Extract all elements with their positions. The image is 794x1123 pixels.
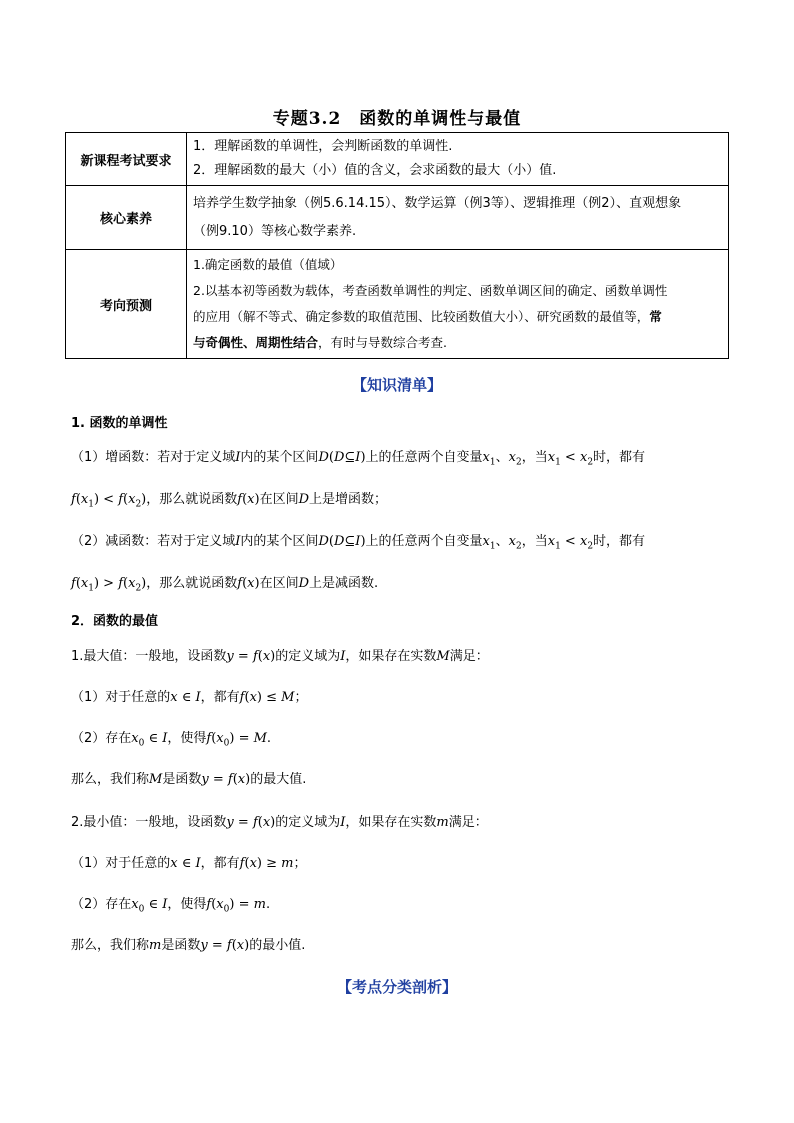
text-line: $f(x_1) < f(x_2)$，那么就说函数f(x)在区间D上是增函数； <box>71 492 388 510</box>
section-heading-knowledge: 【知识清单】 <box>351 376 442 394</box>
row-label: 核心素养 <box>66 186 187 250</box>
text-line: （2）存在$x_0$ ∈ I，使得$f(x_0) = m$. <box>71 897 271 915</box>
text-line: 那么，我们称m是函数y = f(x)的最小值. <box>71 938 306 953</box>
section-heading-analysis: 【考点分类剖析】 <box>336 978 457 996</box>
text-line: （1）对于任意的x ∈ I，都有f(x) ≤ M； <box>71 690 308 705</box>
text-line: （2）减函数：若对于定义域I内的某个区间D(D⊆I)上的任意两个自变量$x_1$、$x_2$，当$x_1 < x_2$时，都有 <box>71 534 646 552</box>
row-label: 新课程考试要求 <box>66 133 187 186</box>
page-title: 专题3.2 函数的单调性与最值 <box>272 109 522 129</box>
subsection-heading: 1. 函数的单调性 <box>71 416 168 431</box>
content-line: 2.以基本初等函数为载体，考查函数单调性的判定、函数单调区间的确定、函数单调性 <box>193 283 668 298</box>
text-line: 1.最大值：一般地，设函数y = f(x)的定义域为I，如果存在实数M满足： <box>71 649 489 664</box>
table-row <box>66 133 729 186</box>
requirements-table <box>65 132 729 359</box>
content-line: 2．理解函数的最大（小）值的含义，会求函数的最大（小）值. <box>193 163 557 178</box>
table-row <box>66 250 729 359</box>
text-line: （2）存在$x_0$ ∈ I，使得$f(x_0) = M$. <box>71 731 272 749</box>
content-line: 与奇偶性、周期性结合，有时与导数综合考查. <box>193 335 447 350</box>
content-line: （例9.10）等核心数学素养. <box>193 223 357 239</box>
content-line: 1.确定函数的最值（值域） <box>193 257 343 272</box>
content-line: 的应用（解不等式、确定参数的取值范围、比较函数值大小）、研究函数的最值等，常 <box>193 309 662 324</box>
row-content <box>187 133 729 186</box>
text-line: （1）增函数：若对于定义域I内的某个区间D(D⊆I)上的任意两个自变量$x_1$、$x_2$，当$x_1 < x_2$时，都有 <box>71 450 646 468</box>
text-line: 2.最小值：一般地，设函数y = f(x)的定义域为I，如果存在实数m满足： <box>71 815 488 830</box>
row-label: 考向预测 <box>66 250 187 359</box>
row-content <box>187 186 729 250</box>
text-line: $f(x_1) > f(x_2)$，那么就说函数f(x)在区间D上是减函数. <box>71 576 379 594</box>
content-line: 培养学生数学抽象（例5.6.14.15）、数学运算（例3等）、逻辑推理（例2）、直观想象 <box>193 195 682 211</box>
table-row <box>66 186 729 250</box>
text-line: （1）对于任意的x ∈ I，都有f(x) ≥ m； <box>71 856 307 871</box>
subsection-heading: 2．函数的最值 <box>71 614 159 629</box>
row-content <box>187 250 729 359</box>
content-line: 1．理解函数的单调性，会判断函数的单调性. <box>193 139 453 154</box>
text-line: 那么，我们称M是函数y = f(x)的最大值. <box>71 772 307 787</box>
